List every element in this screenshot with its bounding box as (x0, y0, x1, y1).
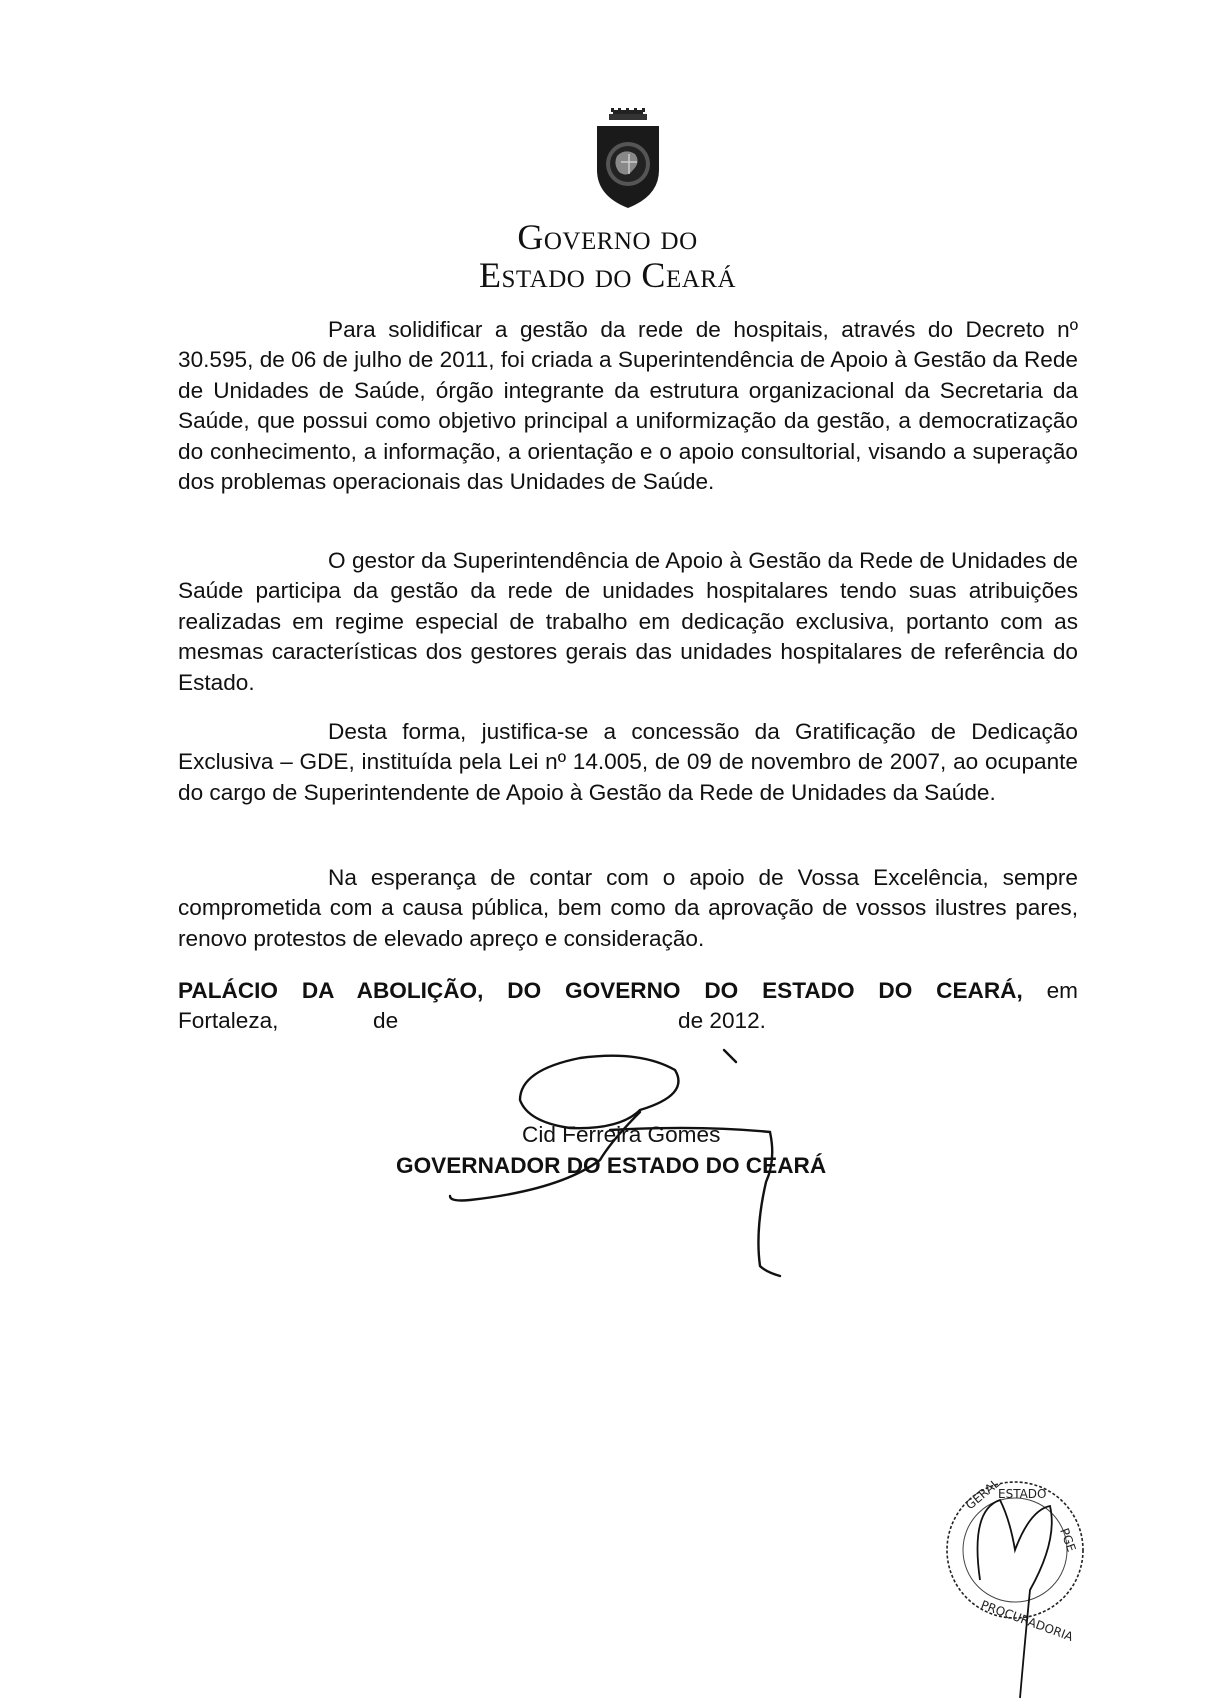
closing-de-2: de 2012. (678, 1008, 766, 1033)
notary-stamp (920, 1470, 1100, 1700)
closing-place-line (178, 976, 1078, 1006)
closing-date-line (178, 1006, 1078, 1036)
header-line-2: Estado do Ceará (479, 255, 736, 295)
paragraph-3: Desta forma, justifica-se a concessão da Gratificação de Dedicação Exclusiva – GDE, instituída pela Lei nº 14.005, de 09 de novembro de 2007, ao ocupante do cargo de Superintendente de Apoio à Gestão da Rede de Unidades da Saúde. (178, 719, 1078, 805)
closing-place-suffix: em (1046, 978, 1078, 1003)
coat-of-arms-icon (591, 108, 665, 212)
signatory-title: GOVERNADOR DO ESTADO DO CEARÁ (396, 1153, 827, 1178)
paragraph-4: Na esperança de contar com o apoio de Vossa Excelência, sempre comprometida com a causa pública, bem como da aprovação de vossos ilustres pares, renovo protestos de elevado apreço e consideração. (178, 865, 1078, 951)
closing-city: Fortaleza, (178, 1008, 279, 1033)
svg-text:ESTADO: ESTADO (998, 1487, 1047, 1501)
svg-text:GERAL: GERAL (962, 1476, 1003, 1513)
closing-place: PALÁCIO DA ABOLIÇÃO, DO GOVERNO DO ESTADO DO CEARÁ, (178, 978, 1023, 1003)
paragraph-2: O gestor da Superintendência de Apoio à Gestão da Rede de Unidades de Saúde participa da gestão da rede de unidades hospitalares tendo suas atribuições realizadas em regime especial de trabalho em dedicação exclusiva, portanto com as mesmas características dos gestores gerais das unidades hospitalares de referência do Estado. (178, 548, 1078, 695)
svg-text:PROCURADORIA: PROCURADORIA (978, 1597, 1075, 1645)
header-line-1: Governo do (517, 217, 698, 257)
svg-text:PGE: PGE (1057, 1526, 1079, 1554)
closing-block (178, 976, 1078, 1036)
closing-de-1: de (373, 1008, 399, 1033)
paragraph-1: Para solidificar a gestão da rede de hospitais, através do Decreto nº 30.595, de 06 de julho de 2011, foi criada a Superintendência de Apoio à Gestão da Rede de Unidades de Saúde, órgão integrante da estrutura organizacional da Secretaria da Saúde, que possui como objetivo principal a uniformização da gestão, a democratização do conhecimento, a informação, a orientação e o apoio consultorial, visando a superação dos problemas operacionais das Unidades de Saúde. (178, 317, 1078, 495)
signatory-name: Cid Ferreira Gomes (522, 1122, 721, 1147)
